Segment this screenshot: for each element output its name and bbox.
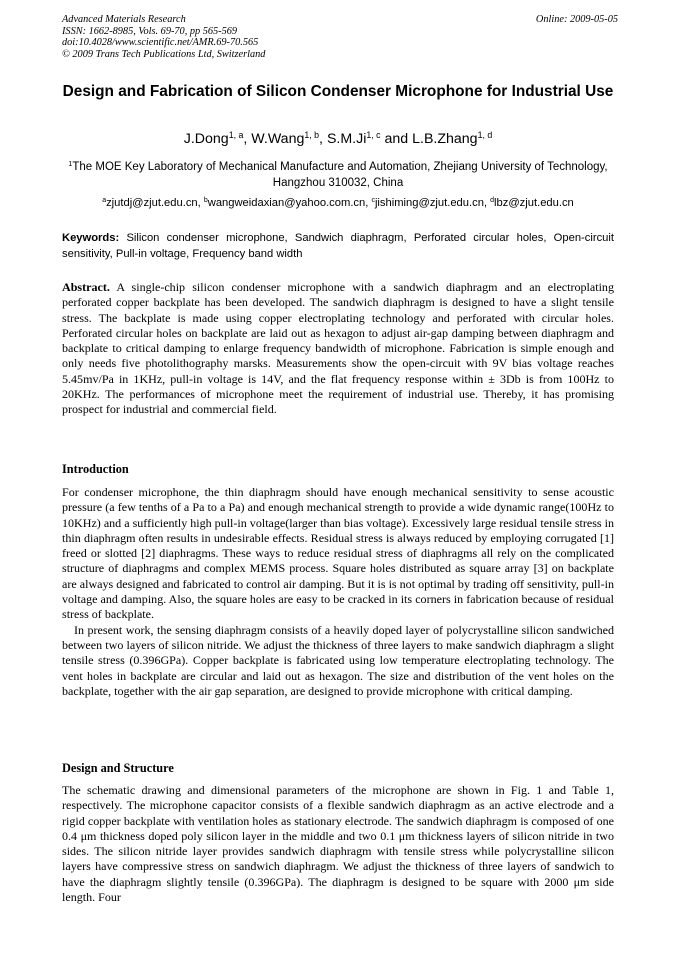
author-sup: 1, d: [477, 130, 493, 141]
online-date: Online: 2009-05-05: [535, 14, 618, 25]
affiliation-sup: 1: [68, 160, 73, 169]
author-list: [62, 130, 614, 148]
email-list: [62, 196, 614, 210]
journal-issn: ISSN: 1662-8985, Vols. 69-70, pp 565-569: [62, 25, 238, 37]
author-sup: 1, c: [366, 130, 381, 141]
journal-copyright: © 2009 Trans Tech Publications Ltd, Switzerland: [62, 48, 266, 60]
email-sup: a: [102, 197, 107, 205]
email-address[interactable]: lbz@zjut.edu.cn: [494, 197, 574, 209]
abstract-text: A single-chip silicon condenser microphone with a sandwich diaphragm and an electroplating perforated copper backplate has been developed. The sandwich diaphragm is designed to have a slight tensile stress. The backplate is made using copper electroplating technology and perforated with circular holes. Perforated circular holes on backplate are laid out as hexagon to adjust air-gap damping between diaphragm and backplate to critical damping to enlarge frequency bandwidth of microphone. Fabrication is simple enough and only needs five photolithography marsks. Measurements show the open-circuit with 9V bias voltage reaches 5.45mv/Pa in 1KHz, pull-in voltage is 14V, and the flat frequency response within ± 3Db is from 100Hz to 20KHz. The performances of microphone meet the requirement of industrial use. Thereby, it has promising prospect for industrial and commercial field.: [62, 280, 614, 417]
author-separator: and: [380, 131, 413, 147]
author-separator: ,: [243, 131, 252, 147]
author-separator: ,: [319, 131, 327, 147]
section-heading-introduction: Introduction: [62, 462, 129, 476]
paper-title: Design and Fabrication of Silicon Condenser Microphone for Industrial Use: [62, 83, 614, 100]
journal-header: [62, 14, 618, 60]
email-separator: ,: [483, 197, 491, 209]
email-separator: ,: [197, 197, 204, 209]
section-heading-design: Design and Structure: [62, 761, 174, 775]
email-sup: b: [203, 197, 208, 205]
keywords-text: Silicon condenser microphone, Sandwich diaphragm, Perforated circular holes, Open-circuit sensitivity, Pull-in voltage, Frequency band width: [62, 232, 614, 260]
paragraph: In present work, the sensing diaphragm consists of a heavily doped layer of polycrystalline silicon sandwiched between two layers of silicon nitride. We adjust the thickness of three layers to make sandwich diaphragm a slight tensile stress (0.396GPa). Copper backplate is fabricated using low temperature electroplating technology. The vent holes in backplate are circular and laid out as hexagon. The size and distribution of the vent holes on the backplate, together with the air gap separation, are designed to provide microphone with critical damping.: [62, 622, 614, 698]
email-sup: d: [490, 197, 495, 205]
abstract-label: Abstract.: [62, 280, 110, 294]
affiliation: [62, 160, 614, 191]
author-name: S.M.Ji: [326, 131, 367, 147]
email-address[interactable]: wangweidaxian@yahoo.com.cn: [207, 197, 366, 209]
keywords: [62, 231, 614, 262]
author-name: W.Wang: [251, 131, 305, 147]
email-address[interactable]: zjutdj@zjut.edu.cn: [106, 197, 198, 209]
affiliation-text: The MOE Key Laboratory of Mechanical Manufacture and Automation, Zhejiang University of Technology, Hangzhou 310032, China: [72, 161, 608, 189]
paragraph: For condenser microphone, the thin diaphragm should have enough mechanical sensitivity to sense acoustic pressure (a few tenths of a Pa to a Pa) and enough mechanical strength to provide a wide dynamic range(100Hz to 10KHz) and a sufficiently high pull-in voltage(larger than bias voltage). Excessively large residual tensile stress in thin diaphragm often results in undesirable effects. Residual stress is always reduced by employing corrugated [1] freed or slotted [2] diaphragms. These ways to reduce residual stress of diaphragms all rely on the complicated structure of diaphragms and complex MEMS process. Square holes distributed as square array [3] on backplate are always designed and fabricated to control air damping. But it is is not optimal by trading off sensitivity, pull-in voltage and damping. Also, the square holes are easy to be cracked in its corners in fabrication because of residual stress of backplate.: [62, 485, 614, 622]
author-sup: 1, a: [228, 130, 244, 141]
keywords-label: Keywords:: [62, 232, 120, 244]
section-design: [62, 783, 614, 905]
journal-name: Advanced Materials Research: [62, 14, 186, 25]
section-introduction: [62, 485, 614, 699]
email-address[interactable]: jishiming@zjut.edu.cn: [374, 197, 484, 209]
abstract: [62, 280, 614, 418]
author-name: L.B.Zhang: [412, 131, 478, 147]
author-sup: 1, b: [304, 130, 320, 141]
paragraph: The schematic drawing and dimensional parameters of the microphone are shown in Fig. 1 and Table 1, respectively. The microphone capacitor consists of a flexible sandwich diaphragm as an active electrode and a rigid copper backplate with ventilation holes as stationary electrode. The sandwich diaphragm is composed of one 0.4 μm thickness doped poly silicon layer in the middle and two 0.1 μm thickness layers of silicon nitride in two sides. The silicon nitride layer provides sandwich diaphragm with tensile stress while polycrystalline silicon layers have compressive stress on sandwich diaphragm. We adjust the thickness of three layers of sandwich to have the diaphragm slightly tensile (0.396GPa). The diaphragm is designed to be square with 2000 μm side length. Four: [62, 783, 614, 905]
author-name: J.Dong: [183, 131, 229, 147]
email-separator: ,: [365, 197, 372, 209]
email-sup: c: [371, 197, 375, 205]
journal-doi: doi:10.4028/www.scientific.net/AMR.69-70.565: [62, 37, 259, 49]
